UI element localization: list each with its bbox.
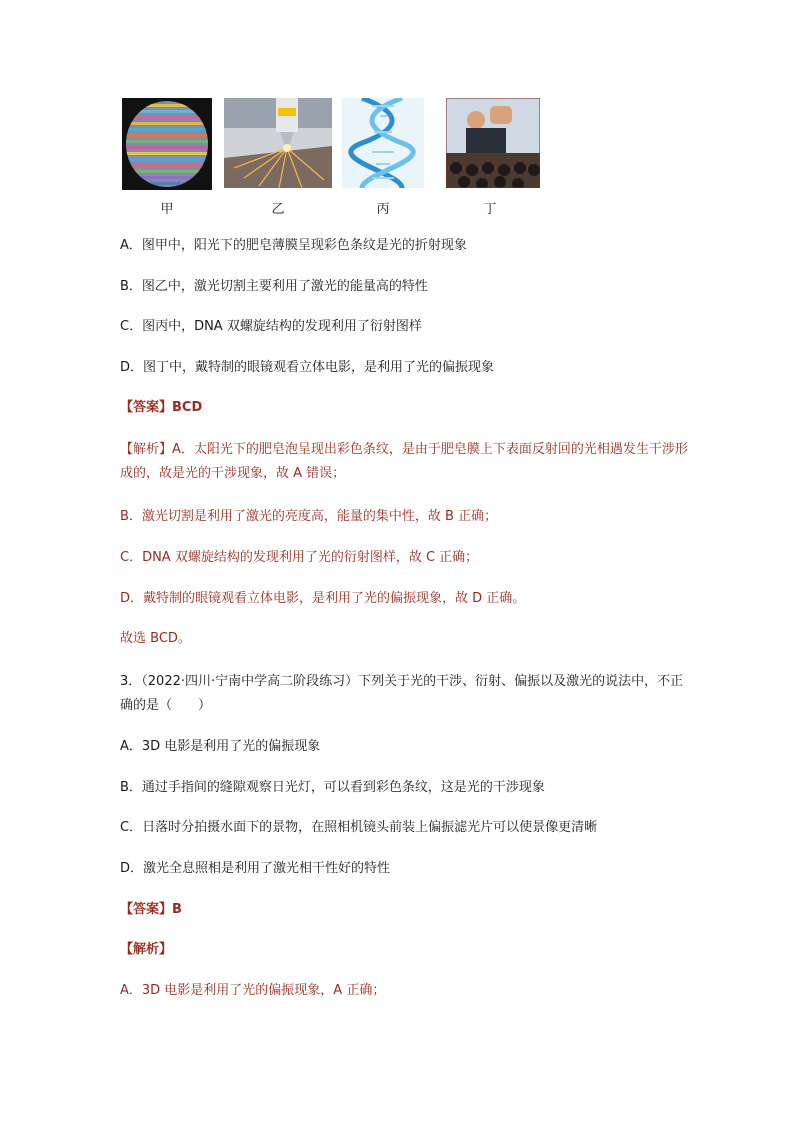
q2-option-c: C．图丙中，DNA 双螺旋结构的发现利用了衍射图样	[120, 319, 422, 334]
q3-option-c: C．日落时分拍摄水面下的景物，在照相机镜头前装上偏振滤光片可以使景像更清晰	[120, 820, 598, 835]
q2-conclusion: 故选 BCD。	[120, 631, 191, 646]
q2-analysis-a: 【解析】A．太阳光下的肥皂泡呈现出彩色条纹，是由于肥皂膜上下表面反射回的光相遇发生干涉形成的，故是光的干涉现象，故 A 错误；	[120, 442, 688, 481]
caption-jia: 甲	[160, 202, 174, 217]
figure-row	[120, 98, 560, 218]
dna-double-helix-image	[342, 98, 424, 188]
q3-answer: 【答案】B	[120, 902, 182, 917]
q2-option-a: A．图甲中，阳光下的肥皂薄膜呈现彩色条纹是光的折射现象	[120, 238, 467, 253]
soap-film-interference-image	[122, 98, 212, 190]
q3-stem: 3．（2022·四川·宁南中学高二阶段练习）下列关于光的干涉、衍射、偏振以及激光的说法中，不正确的是（ ）	[120, 674, 684, 713]
3d-movie-audience-image	[446, 98, 540, 188]
q3-option-a: A．3D 电影是利用了光的偏振现象	[120, 739, 321, 754]
q3-analysis-title: 【解析】	[120, 942, 173, 957]
q3-option-b: B．通过手指间的缝隙观察日光灯，可以看到彩色条纹，这是光的干涉现象	[120, 780, 545, 795]
caption-ding: 丁	[483, 202, 497, 217]
caption-yi: 乙	[271, 202, 285, 217]
q2-analysis-d: D．戴特制的眼镜观看立体电影，是利用了光的偏振现象，故 D 正确。	[120, 591, 526, 606]
q3-analysis-a: A．3D 电影是利用了光的偏振现象，A 正确；	[120, 983, 386, 998]
q2-analysis-b: B．激光切割是利用了激光的亮度高，能量的集中性，故 B 正确；	[120, 509, 498, 524]
q2-analysis-c: C．DNA 双螺旋结构的发现利用了光的衍射图样，故 C 正确；	[120, 550, 479, 565]
q2-answer: 【答案】BCD	[120, 400, 203, 415]
caption-bing: 丙	[376, 202, 390, 217]
q3-option-d: D．激光全息照相是利用了激光相干性好的特性	[120, 861, 391, 876]
q2-option-d: D．图丁中，戴特制的眼镜观看立体电影，是利用了光的偏振现象	[120, 360, 495, 375]
laser-cutting-image	[224, 98, 332, 188]
q2-option-b: B．图乙中，激光切割主要利用了激光的能量高的特性	[120, 279, 428, 294]
